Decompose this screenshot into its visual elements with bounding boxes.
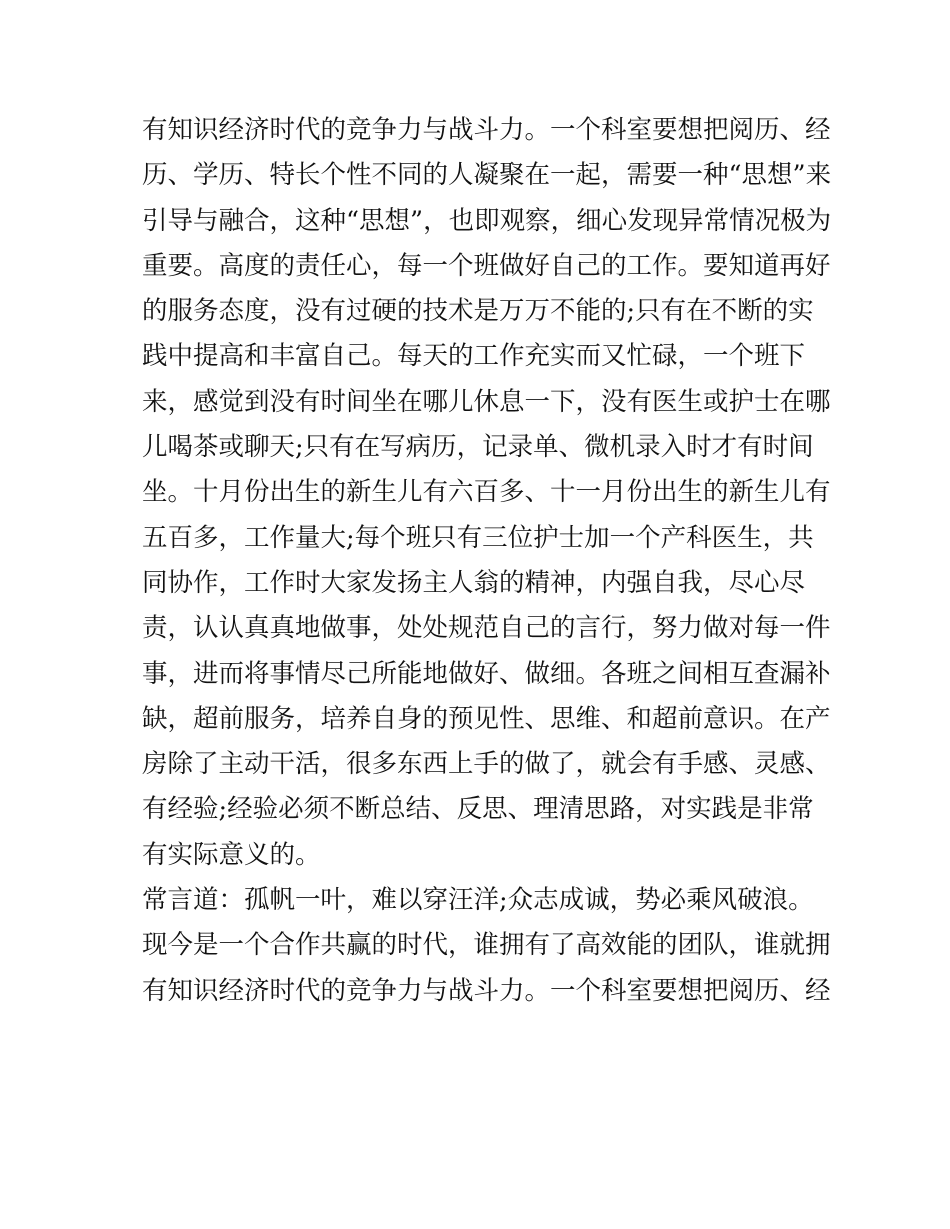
text-line-5: 的服务态度，没有过硬的技术是万万不能的;只有在不断的实 <box>142 296 814 327</box>
text-line-16: 有经验;经验必须不断总结、反思、理清思路，对实践是非常 <box>142 794 814 825</box>
text-line-6: 践中提高和丰富自己。每天的工作充实而又忙碌，一个班下 <box>142 341 806 372</box>
text-line-17: 有实际意义的。 <box>142 839 321 870</box>
text-line-7: 来，感觉到没有时间坐在哪儿休息一下，没有医生或护士在哪 <box>142 386 831 417</box>
text-line-12: 责，认认真真地做事，处处规范自己的言行，努力做对每一件 <box>142 613 831 644</box>
text-line-20: 有知识经济时代的竞争力与战斗力。一个科室要想把阅历、经 <box>142 975 831 1006</box>
text-line-9: 坐。十月份出生的新生儿有六百多、十一月份出生的新生儿有 <box>142 477 831 508</box>
text-line-10: 五百多，工作量大;每个班只有三位护士加一个产科医生，共 <box>142 522 814 553</box>
text-line-2: 历、学历、特长个性不同的人凝聚在一起，需要一种“思想”来 <box>142 160 832 191</box>
text-line-15: 房除了主动干活，很多东西上手的做了，就会有手感、灵感、 <box>142 749 831 780</box>
text-line-8: 儿喝茶或聊天;只有在写病历，记录单、微机录入时才有时间 <box>142 432 814 463</box>
text-line-1: 有知识经济时代的竞争力与战斗力。一个科室要想把阅历、经 <box>142 115 831 145</box>
text-line-4: 重要。高度的责任心，每一个班做好自己的工作。要知道再好 <box>142 250 831 281</box>
text-line-13: 事，进而将事情尽己所能地做好、做细。各班之间相互查漏补 <box>142 658 831 689</box>
body-text <box>142 108 832 1014</box>
text-line-19: 现今是一个合作共赢的时代，谁拥有了高效能的团队，谁就拥 <box>142 930 831 961</box>
text-line-11: 同协作，工作时大家发扬主人翁的精神，内强自我，尽心尽 <box>142 567 806 598</box>
text-line-18: 常言道：孤帆一叶，难以穿汪洋;众志成诚，势必乘风破浪。 <box>142 885 814 916</box>
text-line-14: 缺，超前服务，培养自身的预见性、思维、和超前意识。在产 <box>142 703 831 734</box>
text-line-3: 引导与融合，这种“思想”，也即观察，细心发现异常情况极为 <box>142 205 832 236</box>
